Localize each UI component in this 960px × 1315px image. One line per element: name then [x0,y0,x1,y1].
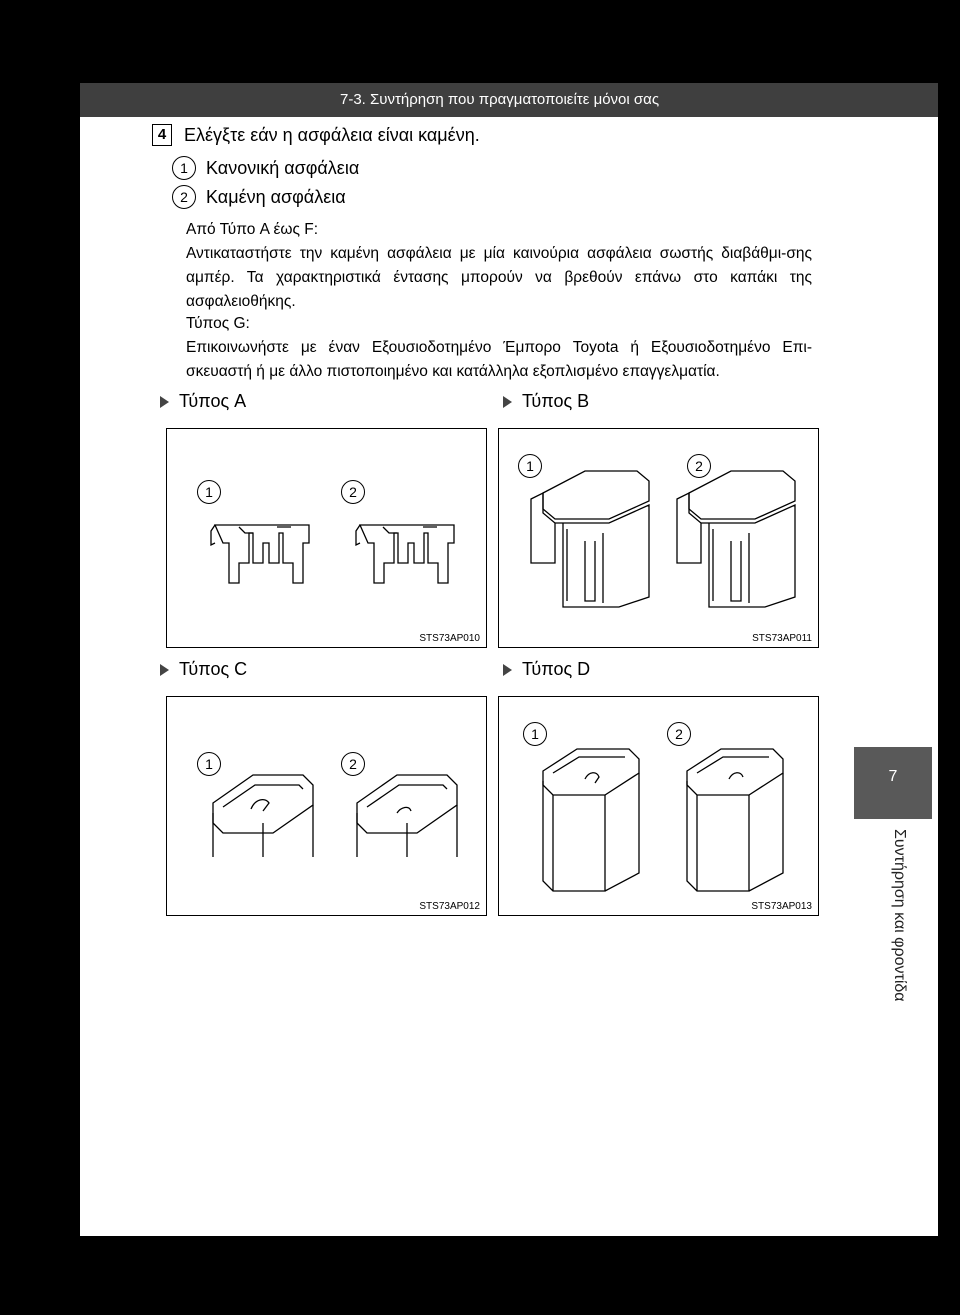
section-title: 7-3. Συντήρηση που πραγματοποιείτε μόνοι σας [340,91,660,108]
figure-code: STS73AP011 [752,633,812,644]
paragraph-type-g [186,312,812,384]
cartridge-fuse-b-illustration [499,429,818,647]
figure-type-a [166,428,487,648]
type-c-heading: Τύπος C [160,659,247,680]
step-number-box: 4 [152,124,172,146]
step-instruction: Ελέγξτε εάν η ασφάλεια είναι καμένη. [184,125,480,145]
figure-code: STS73AP012 [419,901,480,912]
figure-number-1: 1 [197,480,221,504]
figure-type-d [498,696,819,916]
chapter-number: 7 [888,768,898,785]
figure-type-c [166,696,487,916]
paragraph-heading: Από Τύπο A έως F: [186,221,319,238]
page-header [80,83,938,117]
chapter-title-vertical [858,829,918,1129]
legend-label-blown: Καμένη ασφάλεια [206,187,346,207]
cartridge-fuse-d-illustration [499,697,818,915]
figure-code: STS73AP013 [751,901,812,912]
figure-number-2: 2 [341,752,365,776]
triangle-bullet-icon [160,664,169,676]
legend-label-normal: Κανονική ασφάλεια [206,158,360,178]
type-b-heading: Τύπος B [503,391,589,412]
manual-page [80,83,938,1236]
legend-number-1: 1 [172,156,196,180]
type-d-heading: Τύπος D [503,659,590,680]
chapter-title: Συντήρηση και φροντίδα [891,829,908,1002]
figure-number-2: 2 [667,722,691,746]
type-a-heading: Τύπος A [160,391,246,412]
paragraph-types-a-f [186,218,812,314]
cartridge-fuse-c-illustration [167,697,486,915]
figure-number-1: 1 [518,454,542,478]
paragraph-heading: Τύπος G: [186,315,250,332]
paragraph-body: Αντικαταστήστε την καμένη ασφάλεια με μία καινούρια ασφάλεια σωστής διαβάθμι-σης αμπέρ. Τα χαρακτηριστικά έντασης μπορούν να βρεθούν επάνω στο καπάκι της ασφαλειοθήκης. [186,245,812,310]
blade-fuse-illustration [167,429,486,647]
figure-type-b [498,428,819,648]
triangle-bullet-icon [160,396,169,408]
triangle-bullet-icon [503,664,512,676]
figure-number-2: 2 [341,480,365,504]
triangle-bullet-icon [503,396,512,408]
chapter-tab [854,747,932,819]
figure-code: STS73AP010 [419,633,480,644]
figure-number-1: 1 [523,722,547,746]
legend-number-2: 2 [172,185,196,209]
figure-number-2: 2 [687,454,711,478]
paragraph-body: Επικοινωνήστε με έναν Εξουσιοδοτημένο Έμπορο Toyota ή Εξουσιοδοτημένο Επι-σκευαστή ή με άλλο πιστοποιημένο και κατάλληλα εξοπλισμένο επαγγελματία. [186,339,812,380]
figure-number-1: 1 [197,752,221,776]
